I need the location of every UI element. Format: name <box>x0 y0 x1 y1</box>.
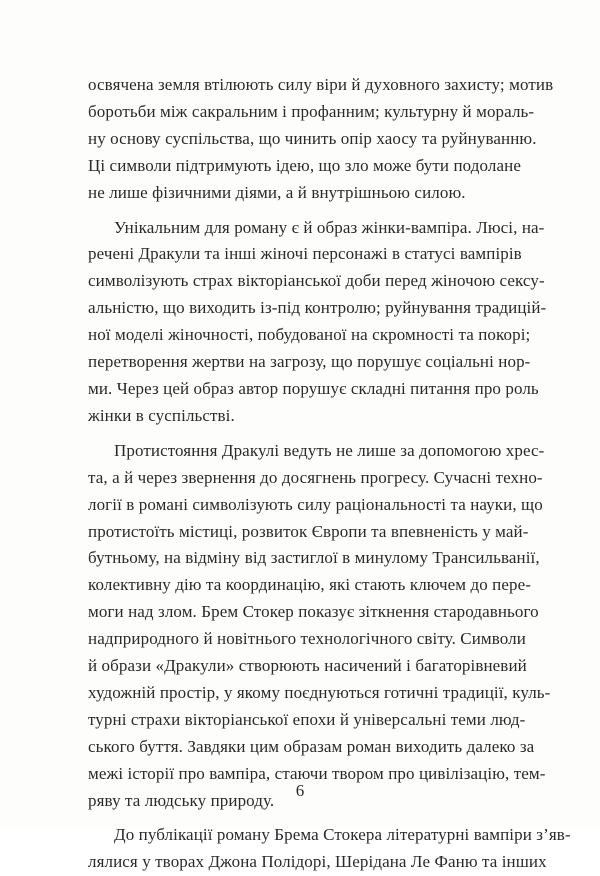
paragraph <box>88 822 571 876</box>
text-line: художній простір, у якому поєднуються готичні традиції, куль- <box>88 682 551 702</box>
text-line: Протистояння Дракулі ведуть не лише за допомогою хрес- <box>114 440 545 460</box>
text-line: й образи «Дракули» створюють насичений і багаторівневий <box>88 656 527 676</box>
text-line: протистоїть містиці, розвиток Європи та впевненість у май- <box>88 521 529 541</box>
body-text <box>88 72 571 876</box>
text-line: ського буття. Завдяки цим образам роман виходить далеко за <box>88 736 535 756</box>
text-line: Ці символи підтримують ідею, що зло може бути подолане <box>88 155 521 175</box>
text-line: боротьби між сакральним і профанним; культурну й мораль- <box>88 101 535 121</box>
text-line: ми. Через цей образ автор порушує складні питання про роль <box>88 378 539 398</box>
text-line: надприродного й новітнього технологічного світу. Символи <box>88 629 526 649</box>
paragraph-gap <box>88 207 516 215</box>
text-line: ної моделі жіночності, побудованої на скромності та покорі; <box>88 325 531 345</box>
text-line: жінки в суспільстві. <box>88 405 235 425</box>
text-line: та, а й через звернення до досягнень прогресу. Сучасні техно- <box>88 467 543 487</box>
paragraph-gap <box>88 430 516 438</box>
text-line: Унікальним для роману є й образ жінки-вампіра. Люсі, на- <box>114 217 545 237</box>
page-number: 6 <box>295 781 305 800</box>
text-line: перетворення жертви на загрозу, що порушує соціальні нор- <box>88 352 531 372</box>
text-line: не лише фізичними діями, а й внутрішньою силою. <box>88 182 466 202</box>
paragraph <box>88 215 547 430</box>
text-line: бутньому, на відміну від застиглої в минулому Трансильванії, <box>88 548 540 568</box>
text-line: ряву та людську природу. <box>88 790 275 810</box>
paragraph <box>88 438 551 815</box>
text-line: символізують страх вікторіанської доби перед жіночою сексу- <box>88 271 545 291</box>
text-line: лялися у творах Джона Полідорі, Шерідана Ле Фаню та інших <box>88 852 547 872</box>
paragraph <box>88 72 554 207</box>
text-line: колективну дію та координацію, які стають ключем до пере- <box>88 575 532 595</box>
text-line: межі історії про вампіра, стаючи твором про цивілізацію, тем- <box>88 763 546 783</box>
text-line: моги над злом. Брем Стокер показує зіткнення стародавнього <box>88 602 539 622</box>
text-line: турні страхи вікторіанської епохи й універсальні теми люд- <box>88 709 526 729</box>
text-line: речені Дракули та інші жіночі персонажі в статусі вампірів <box>88 244 522 264</box>
text-line: ну основу суспільства, що чинить опір хаосу та руйнуванню. <box>88 128 537 148</box>
text-line: освячена земля втілюють силу віри й духовного захисту; мотив <box>88 75 554 94</box>
text-line: До публікації роману Брема Стокера літературні вампіри з’яв- <box>114 825 571 845</box>
paragraph-gap <box>88 814 516 822</box>
text-line: логії в романі символізують силу раціональності та науки, що <box>88 494 543 514</box>
text-line: альністю, що виходить із-під контролю; руйнування традицій- <box>88 298 547 318</box>
